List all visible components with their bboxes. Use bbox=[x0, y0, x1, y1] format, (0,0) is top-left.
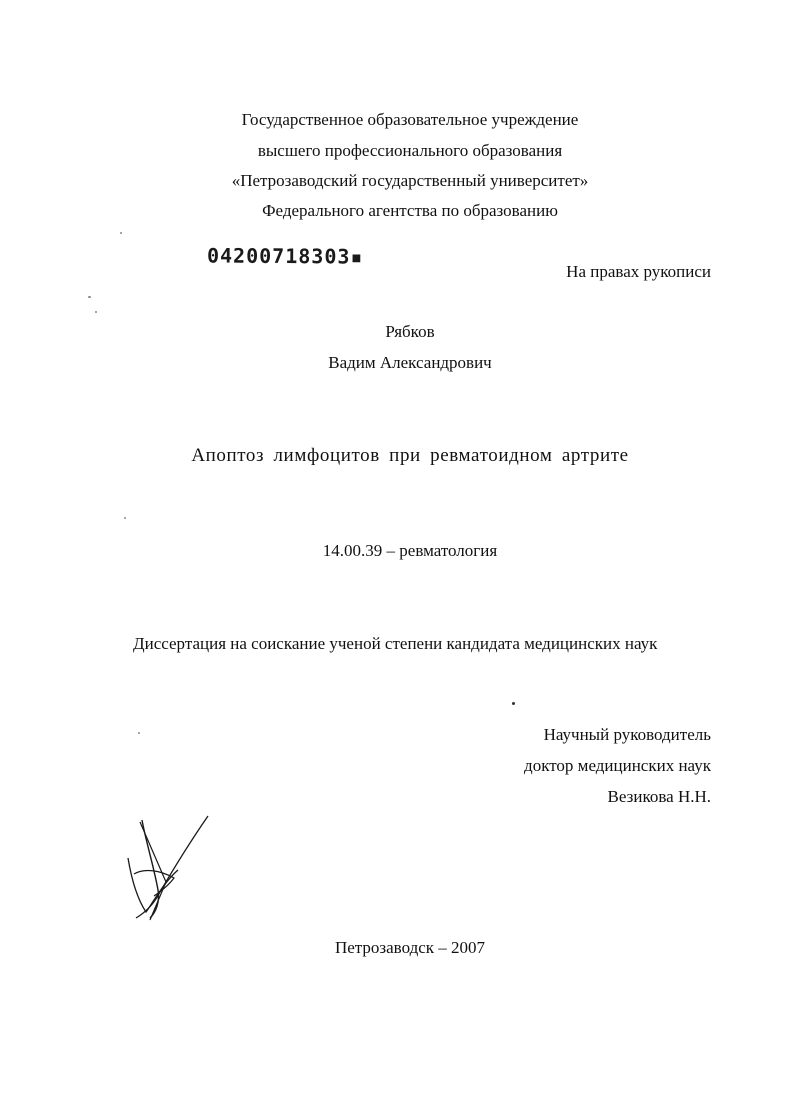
scan-speck bbox=[95, 311, 97, 313]
handwritten-signature bbox=[120, 812, 220, 932]
specialty-code: 14.00.39 – ревматология bbox=[322, 541, 498, 560]
signature-stroke-1 bbox=[142, 820, 159, 918]
supervisor-degree: доктор медицинских наук bbox=[524, 756, 711, 775]
institution-line-2: высшего профессионального образования bbox=[257, 141, 563, 160]
place-and-year: Петрозаводск – 2007 bbox=[334, 938, 486, 957]
signature-stroke-4 bbox=[136, 816, 208, 918]
supervisor-name: Везикова Н.Н. bbox=[607, 787, 711, 806]
dissertation-title: Апоптоз лимфоцитов при ревматоидном артрите bbox=[191, 445, 629, 466]
scan-speck bbox=[124, 517, 126, 519]
scan-speck bbox=[512, 702, 515, 705]
degree-statement: Диссертация на соискание ученой степени кандидата медицинских наук bbox=[133, 634, 658, 653]
supervisor-role: Научный руководитель bbox=[543, 725, 711, 744]
institution-line-1: Государственное образовательное учреждение bbox=[241, 110, 579, 129]
author-given-names: Вадим Александрович bbox=[328, 353, 492, 372]
scan-speck bbox=[88, 296, 91, 298]
scan-speck bbox=[120, 232, 122, 234]
manuscript-note: На правах рукописи bbox=[566, 262, 711, 281]
scan-speck bbox=[138, 732, 140, 734]
stamp-number-text: 04200718303 bbox=[206, 243, 351, 269]
signature-stroke-5 bbox=[134, 871, 174, 896]
library-stamp-number bbox=[207, 243, 364, 268]
author-surname: Рябков bbox=[385, 322, 435, 341]
institution-line-4: Федерального агентства по образованию bbox=[262, 201, 558, 220]
stamp-dot: ▪ bbox=[350, 244, 364, 269]
institution-line-3: «Петрозаводский государственный университет» bbox=[231, 171, 589, 190]
